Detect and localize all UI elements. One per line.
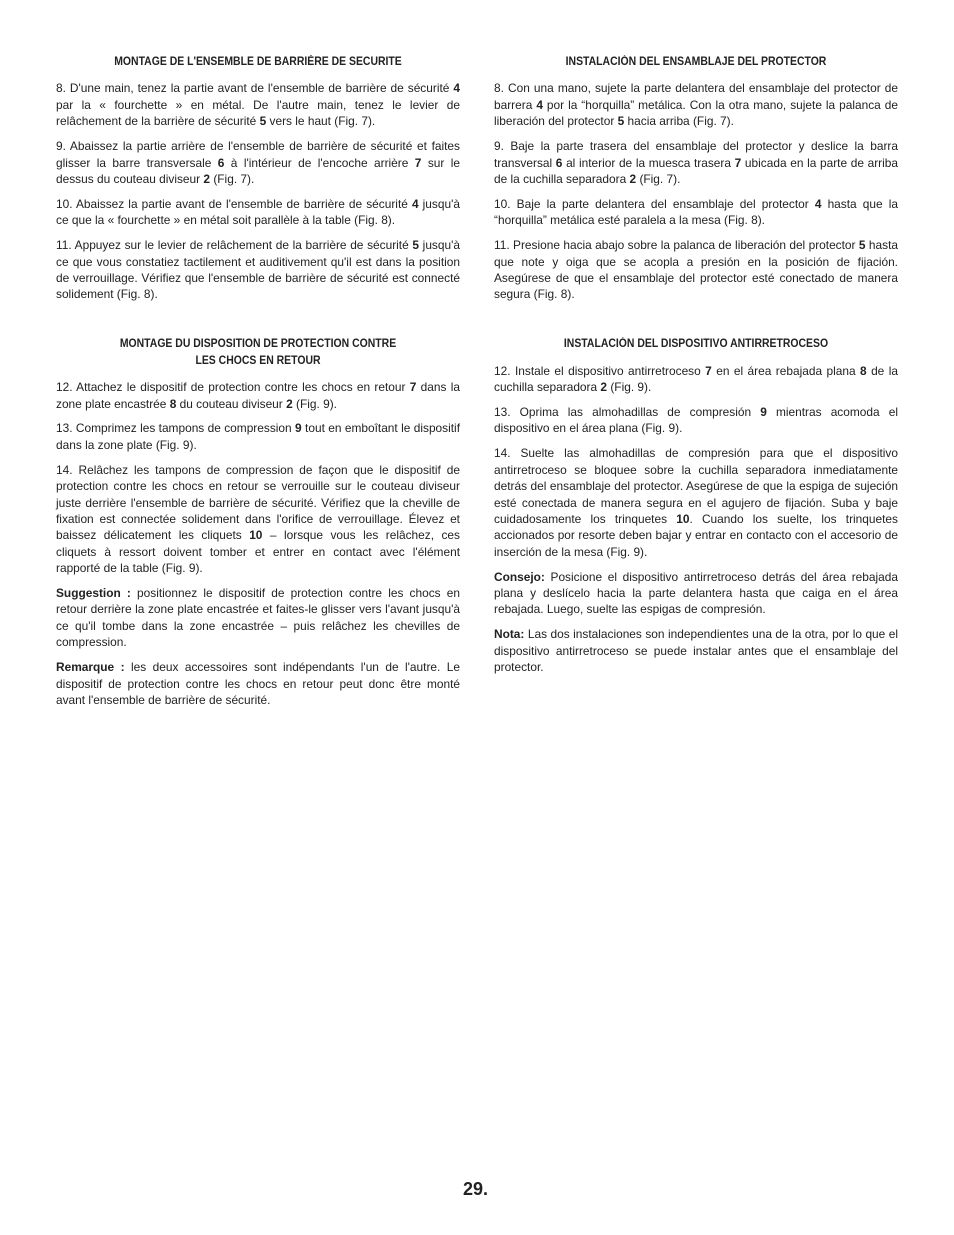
- text-run: 14. Relâchez les tampons de compression de façon que le dispositif de protection contre les chocs en retour se verrouille sur le couteau diviseur juste derrière l'ensemble de barrière de sécurité. Vérifiez que la cheville de fixation est connectée solidement dans l'orifice de verrouillage. Élevez et baissez délicatement les cliquets: [56, 462, 460, 543]
- text-run: ubicada en la parte de arriba de la cuchilla separadora: [494, 155, 898, 186]
- text-run: 12. Attachez le dispositif de protection contre les chocs en retour: [56, 380, 410, 395]
- bold-text: 8: [169, 396, 177, 411]
- bold-text: 4: [453, 81, 460, 96]
- bold-text: Suggestion :: [56, 586, 131, 601]
- text-run: tout en emboîtant le dispositif dans la zone plate (Fig. 9).: [56, 421, 461, 452]
- paragraph: [56, 462, 460, 577]
- text-run: 13. Oprima las almohadillas de compresión: [494, 405, 761, 419]
- paragraph: [56, 196, 460, 229]
- text-run: jusqu'à ce que la « fourchette » en métal soit parallèle à la table (Fig. 8).: [56, 196, 460, 228]
- bold-text: 5: [858, 238, 866, 253]
- bold-text: 7: [409, 380, 417, 395]
- paragraph: [494, 196, 898, 229]
- bold-text: 5: [259, 114, 267, 129]
- paragraph: [56, 379, 460, 412]
- text-run: jusqu'à ce que vous constatiez tactilement et auditivement qu'il est dans la position de verrouillage. Vérifiez que l'ensemble de barrière de sécurité est connecté solidement (Fig. 8).: [56, 238, 460, 302]
- text-run: vers le haut (Fig. 7).: [266, 114, 376, 129]
- bold-text: 5: [412, 238, 420, 253]
- spanish-column: [494, 54, 898, 684]
- text-run: 9. Abaissez la partie arrière de l'ensemble de barrière de sécurité et faites glisser la barre transversale: [56, 139, 460, 170]
- es-section1-title: INSTALACIÓN DEL ENSAMBLAJE DEL PROTECTOR: [565, 55, 827, 68]
- paragraph: [494, 404, 898, 437]
- bold-text: 7: [705, 363, 712, 378]
- text-run: dans la zone plate encastrée: [56, 380, 460, 411]
- text-run: sur le dessus du couteau diviseur: [56, 155, 460, 186]
- text-run: 8. Con una mano, sujete la parte delantera del ensamblaje del protector de barrera: [494, 81, 898, 112]
- bold-text: 2: [203, 171, 211, 186]
- bold-text: 9: [295, 421, 302, 436]
- text-run: hacia arriba (Fig. 7).: [624, 114, 734, 129]
- paragraph: [56, 420, 460, 453]
- bold-text: 4: [411, 196, 419, 211]
- bold-text: 6: [555, 155, 563, 170]
- paragraph: [56, 80, 460, 129]
- paragraph: [494, 237, 898, 303]
- bold-text: Remarque :: [56, 660, 125, 675]
- fr-section2-title: MONTAGE DU DISPOSITION DE PROTECTION CONTRE LES CHOCS EN RETOUR: [119, 337, 397, 367]
- bold-text: 4: [536, 97, 543, 112]
- text-run: 14. Suelte las almohadillas de compresión para que el dispositivo antirretroceso se bloquee sobre la cuchilla separadora inmediatamente detrás del ensamblaje del protector. Asegúrese de que la espiga de sujeción esté conectada de manera segura en el agujero de fijación. Suba y baje cuidadosamente los trinquetes: [494, 446, 898, 526]
- text-run: 10. Baje la parte delantera del ensamblaje del protector: [494, 196, 815, 211]
- text-run: par la « fourchette » en métal. De l'autre main, tenez le levier de relâchement de la barrière de sécurité: [56, 97, 460, 129]
- text-run: 11. Presione hacia abajo sobre la palanca de liberación del protector: [494, 238, 859, 253]
- bold-text: 10: [249, 528, 263, 543]
- text-run: 12. Instale el dispositivo antirretroceso: [494, 363, 706, 378]
- paragraph: [494, 138, 898, 187]
- bold-text: 7: [734, 155, 742, 170]
- paragraph: [494, 363, 898, 396]
- es-section2-body: [494, 363, 898, 676]
- text-run: (Fig. 7).: [210, 171, 255, 186]
- text-run: à l'intérieur de l'encoche arrière: [224, 155, 415, 170]
- paragraph: [494, 445, 898, 560]
- text-run: al interior de la muesca trasera: [562, 155, 735, 170]
- text-run: les deux accessoires sont indépendants l'un de l'autre. Le dispositif de protection contre les chocs en retour peut donc être monté avant l'ensemble de barrière de sécurité.: [56, 660, 460, 707]
- bold-text: 9: [760, 405, 767, 419]
- text-run: mientras acomoda el dispositivo en el área plana (Fig. 9).: [494, 405, 898, 436]
- text-run: por la “horquilla” metálica. Con la otra mano, sujete la palanca de liberación del protector: [494, 97, 898, 129]
- paragraph: [494, 569, 898, 618]
- text-run: 11. Appuyez sur le levier de relâchement de la barrière de sécurité: [56, 238, 413, 253]
- es-section2-title: INSTALACIÓN DEL DISPOSITIVO ANTIRRETROCESO: [563, 337, 829, 351]
- bold-text: 2: [600, 380, 608, 395]
- bold-text: 7: [414, 155, 422, 170]
- bold-text: 5: [617, 114, 625, 129]
- text-run: (Fig. 9).: [607, 380, 652, 395]
- text-run: en el área rebajada plana: [711, 363, 861, 378]
- french-column: [56, 54, 460, 717]
- bold-text: 4: [814, 196, 822, 211]
- text-run: positionnez le dispositif de protection contre les chocs en retour derrière la zone plate encastrée et faites-le glisser vers l'avant jusqu'à ce qu'il tombe dans la zone encastrée – puis relâchez les chevilles de compression.: [56, 586, 461, 650]
- text-run: 8. D'une main, tenez la partie avant de l'ensemble de barrière de sécurité: [56, 81, 454, 96]
- paragraph: [56, 659, 460, 708]
- paragraph: [56, 237, 460, 303]
- text-run: Las dos instalaciones son independientes una de la otra, por lo que el dispositivo antirretroceso se puede instalar antes que el ensamblaje del protector.: [494, 627, 898, 675]
- page-number: 29.: [463, 1179, 489, 1199]
- paragraph: [56, 138, 460, 187]
- text-run: . Cuando los suelte, los trinquetes accionados por resorte deben bajar y entrar en contacto con el accesorio de inserción de la mesa (Fig. 9).: [494, 511, 898, 559]
- text-run: du couteau diviseur: [176, 396, 287, 411]
- fr-section2-body: [56, 379, 460, 708]
- text-run: Posicione el dispositivo antirretroceso detrás del área rebajada plana y deslícelo hacia la parte delantera hasta que caiga en el área rebajada. Luego, suelte las espigas de compresión.: [494, 569, 898, 617]
- text-run: (Fig. 7).: [636, 171, 681, 186]
- bold-text: Nota:: [494, 627, 525, 642]
- bold-text: 6: [217, 155, 225, 170]
- text-run: 9. Baje la parte trasera del ensamblaje del protector y deslice la barra transversal: [494, 139, 898, 170]
- text-run: de la cuchilla separadora: [494, 363, 898, 395]
- text-run: 10. Abaissez la partie avant de l'ensemble de barrière de sécurité: [56, 196, 412, 211]
- text-run: hasta que la “horquilla” metálica esté paralela a la mesa (Fig. 8).: [494, 196, 898, 228]
- text-run: (Fig. 9).: [292, 396, 337, 411]
- bold-text: 8: [860, 363, 867, 378]
- fr-section1-title: MONTAGE DE L'ENSEMBLE DE BARRIÈRE DE SECURITE: [114, 55, 402, 68]
- paragraph: [494, 80, 898, 129]
- bold-text: Consejo:: [494, 569, 545, 584]
- bold-text: 2: [286, 396, 293, 411]
- text-run: – lorsque vous les relâchez, ces cliquets à ressort doivent tomber et entrer en contact avec l'élément rapporté de la table (Fig. 9).: [56, 528, 460, 576]
- text-run: hasta que note y oiga que se acopla a presión en la posición de fijación. Asegúrese de que el ensamblaje del protector esté conectado de manera segura (Fig. 8).: [494, 238, 898, 302]
- text-run: 13. Comprimez les tampons de compression: [56, 421, 296, 436]
- paragraph: [56, 585, 460, 651]
- bold-text: 10: [676, 511, 690, 526]
- paragraph: [494, 626, 898, 675]
- fr-section1-body: [56, 80, 460, 302]
- bold-text: 2: [629, 171, 637, 186]
- es-section1-body: [494, 80, 898, 302]
